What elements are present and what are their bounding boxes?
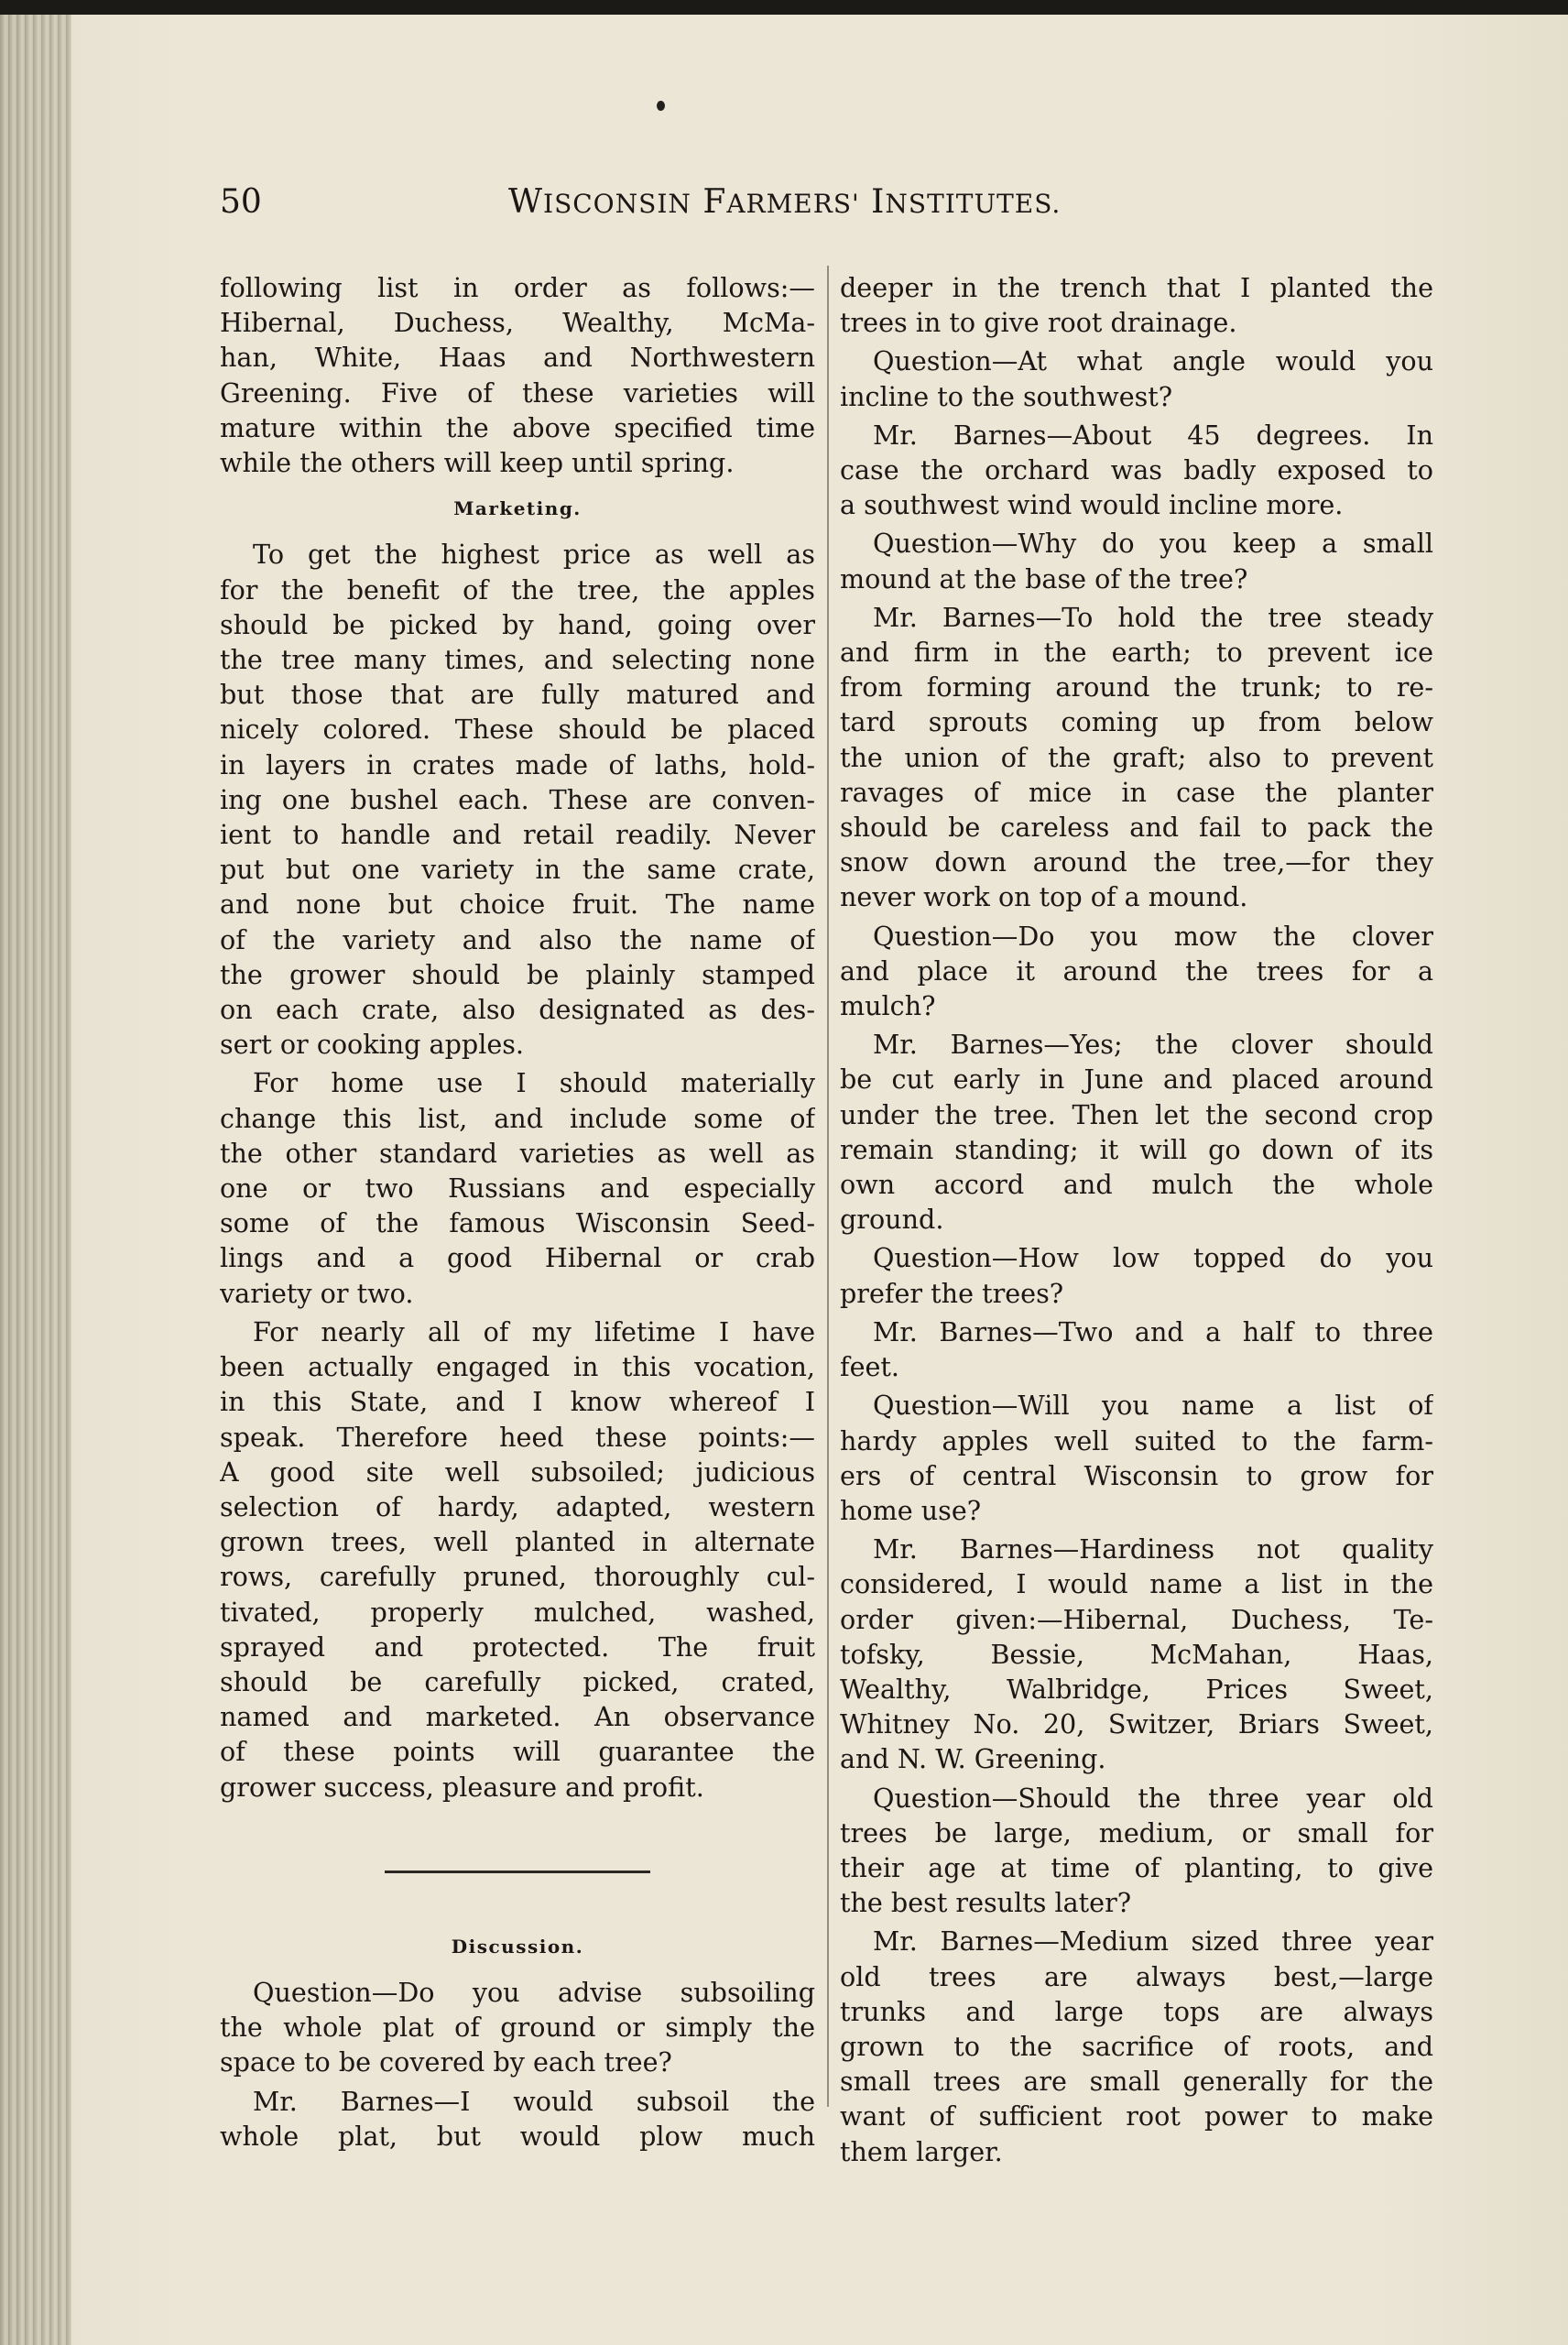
text-line: ravages of mice in case the planter	[840, 776, 1433, 808]
text-line: the grower should be plainly stamped	[220, 958, 815, 990]
text-line: feet.	[840, 1351, 900, 1383]
text-line: be cut early in June and placed around	[840, 1063, 1433, 1096]
text-line: Mr. Barnes—Yes; the clover should	[873, 1029, 1433, 1061]
text-line: order given:—Hibernal, Duchess, Te-	[840, 1603, 1433, 1635]
text-line: and none but choice fruit. The name	[220, 889, 815, 921]
text-line: tard sprouts coming up from below	[840, 706, 1433, 738]
text-line: tofsky, Bessie, McMahan, Haas,	[840, 1638, 1433, 1670]
column-divider	[827, 266, 829, 2107]
text-line: and N. W. Greening.	[840, 1743, 1106, 1775]
text-line: mature within the above specified time	[220, 411, 815, 443]
question-list	[840, 1388, 1433, 1528]
text-line: the tree many times, and selecting none	[220, 644, 815, 676]
answer-clover	[840, 1027, 1433, 1237]
text-line: on each crate, also designated as des-	[220, 994, 815, 1026]
text-line: in this State, and I know whereof I	[220, 1386, 815, 1418]
text-line: space to be covered by each tree?	[220, 2046, 672, 2078]
answer-size	[840, 1924, 1433, 2168]
text-line: Question—Will you name a list of	[873, 1390, 1433, 1422]
text-line: the whole plat of ground or simply the	[220, 2012, 815, 2044]
text-line: Mr. Barnes—To hold the tree steady	[873, 601, 1433, 633]
text-line: speak. Therefore heed these points:—	[220, 1421, 815, 1453]
answer-list	[840, 1532, 1433, 1776]
question-angle	[840, 344, 1433, 413]
text-line: ient to handle and retail readily. Never	[220, 819, 815, 851]
answer-mound	[840, 600, 1433, 915]
text-line: them larger.	[840, 2135, 1003, 2167]
text-line: of these points will guarantee the	[220, 1736, 815, 1768]
text-line: Question—At what angle would you	[873, 345, 1433, 377]
answer-subsoil-continued	[840, 270, 1433, 340]
question-subsoil	[220, 1975, 815, 2080]
text-line: remain standing; it will go down of its	[840, 1133, 1433, 1165]
text-line: change this list, and include some of	[220, 1102, 815, 1134]
text-line: Mr. Barnes—I would subsoil the	[253, 2085, 815, 2117]
answer-topped	[840, 1314, 1433, 1384]
text-line: snow down around the tree,—for they	[840, 846, 1433, 878]
home-use-paragraph	[220, 1065, 815, 1310]
text-line: their age at time of planting, to give	[840, 1851, 1433, 1883]
question-topped	[840, 1240, 1433, 1310]
text-line: of the variety and also the name of	[220, 923, 815, 955]
text-line: A good site well subsoiled; judicious	[220, 1456, 815, 1488]
text-line: following list in order as follows:—	[220, 272, 815, 303]
text-line: should be careless and fail to pack the	[840, 812, 1433, 844]
text-line: while the others will keep until spring.	[220, 447, 735, 479]
text-line: ground.	[840, 1204, 944, 1236]
text-line: and place it around the trees for a	[840, 954, 1433, 987]
marketing-paragraph	[220, 537, 815, 1062]
section-rule	[385, 1871, 650, 1873]
marketing-heading: Marketing.	[453, 497, 582, 520]
text-line: deeper in the trench that I planted the	[840, 272, 1433, 303]
top-shadow-edge	[0, 0, 1568, 15]
text-line: and firm in the earth; to prevent ice	[840, 637, 1433, 669]
intro-paragraph	[220, 270, 815, 480]
text-line: variety or two.	[220, 1277, 414, 1309]
text-line: some of the famous Wisconsin Seed-	[220, 1207, 815, 1239]
text-line: been actually engaged in this vocation,	[220, 1351, 815, 1383]
text-line: lings and a good Hibernal or crab	[220, 1242, 815, 1274]
text-line: trunks and large tops are always	[840, 1995, 1433, 2027]
text-line: never work on top of a mound.	[840, 881, 1248, 913]
question-size	[840, 1781, 1433, 1921]
text-line: han, White, Haas and Northwestern	[220, 342, 815, 374]
text-line: hardy apples well suited to the farm-	[840, 1424, 1433, 1456]
text-line: Question—Should the three year old	[873, 1782, 1433, 1814]
text-line: Question—Do you mow the clover	[873, 920, 1433, 952]
running-head: WISCONSIN FARMERS' INSTITUTES.	[508, 183, 1062, 221]
text-line: For home use I should materially	[253, 1067, 815, 1099]
text-line: nicely colored. These should be placed	[220, 714, 815, 746]
text-line: want of sufficient root power to make	[840, 2100, 1433, 2132]
text-line: rows, carefully pruned, thoroughly cul-	[220, 1561, 815, 1593]
text-line: in layers in crates made of laths, hold-	[220, 748, 815, 780]
text-line: ers of central Wisconsin to grow for	[840, 1459, 1433, 1491]
text-line: grown to the sacrifice of roots, and	[840, 2030, 1433, 2062]
text-line: considered, I would name a list in the	[840, 1568, 1433, 1600]
text-line: case the orchard was badly exposed to	[840, 454, 1433, 486]
text-line: trees be large, medium, or small for	[840, 1816, 1433, 1849]
text-line: for the benefit of the tree, the apples	[220, 573, 815, 605]
text-line: Mr. Barnes—Hardiness not quality	[873, 1533, 1433, 1565]
question-mound	[840, 526, 1433, 595]
text-line: Mr. Barnes—Medium sized three year	[873, 1925, 1433, 1958]
text-line: selection of hardy, adapted, western	[220, 1490, 815, 1522]
text-line: own accord and mulch the whole	[840, 1169, 1433, 1201]
book-binding-edge	[0, 15, 71, 2345]
discussion-heading: Discussion.	[451, 1935, 584, 1958]
text-line: should be picked by hand, going over	[220, 608, 815, 640]
text-line: sert or cooking apples.	[220, 1029, 525, 1061]
text-line: one or two Russians and especially	[220, 1172, 815, 1205]
text-line: prefer the trees?	[840, 1277, 1064, 1309]
text-line: should be carefully picked, crated,	[220, 1665, 815, 1697]
right-column	[840, 270, 1433, 2173]
text-line: the union of the graft; also to prevent	[840, 741, 1433, 773]
text-line: under the tree. Then let the second crop	[840, 1098, 1433, 1130]
text-line: grower success, pleasure and profit.	[220, 1771, 704, 1803]
text-line: To get the highest price as well as	[253, 539, 815, 571]
text-line: Question—Why do you keep a small	[873, 528, 1433, 560]
text-line: trees in to give root drainage.	[840, 307, 1237, 339]
left-column	[220, 270, 815, 2157]
lifetime-paragraph	[220, 1314, 815, 1805]
text-line: Hibernal, Duchess, Wealthy, McMa-	[220, 307, 815, 339]
text-line: a southwest wind would incline more.	[840, 489, 1344, 521]
text-line: Question—How low topped do you	[873, 1242, 1433, 1274]
text-line: but those that are fully matured and	[220, 679, 815, 711]
text-line: For nearly all of my lifetime I have	[253, 1315, 815, 1347]
answer-subsoil	[220, 2084, 815, 2154]
text-line: small trees are small generally for the	[840, 2066, 1433, 2098]
text-line: mound at the base of the tree?	[840, 562, 1248, 594]
text-line: tivated, properly mulched, washed,	[220, 1596, 815, 1628]
text-line: grown trees, well planted in alternate	[220, 1526, 815, 1558]
text-line: whole plat, but would plow much	[220, 2120, 815, 2152]
text-line: sprayed and protected. The fruit	[220, 1631, 815, 1663]
question-clover	[840, 919, 1433, 1024]
section-rule-wrap	[220, 1808, 815, 1918]
page-header	[220, 183, 1154, 238]
text-line: Question—Do you advise subsoiling	[253, 1976, 815, 2008]
answer-angle	[840, 418, 1433, 523]
text-line: named and marketed. An observance	[220, 1701, 815, 1733]
ink-speck	[657, 101, 665, 111]
text-line: Whitney No. 20, Switzer, Briars Sweet,	[840, 1708, 1433, 1740]
text-line: old trees are always best,—large	[840, 1960, 1433, 1992]
text-line: put but one variety in the same crate,	[220, 854, 815, 886]
text-line: Mr. Barnes—About 45 degrees. In	[873, 419, 1433, 451]
text-line: Greening. Five of these varieties will	[220, 376, 815, 409]
page-number: 50	[220, 183, 262, 221]
text-line: Wealthy, Walbridge, Prices Sweet,	[840, 1673, 1433, 1705]
text-line: mulch?	[840, 990, 936, 1022]
text-line: ing one bushel each. These are conven-	[220, 783, 815, 815]
text-line: the other standard varieties as well as	[220, 1137, 815, 1169]
text-line: from forming around the trunk; to re-	[840, 671, 1433, 704]
text-line: Mr. Barnes—Two and a half to three	[873, 1315, 1433, 1347]
text-line: incline to the southwest?	[840, 380, 1173, 412]
text-line: home use?	[840, 1494, 982, 1526]
text-line: the best results later?	[840, 1887, 1132, 1919]
